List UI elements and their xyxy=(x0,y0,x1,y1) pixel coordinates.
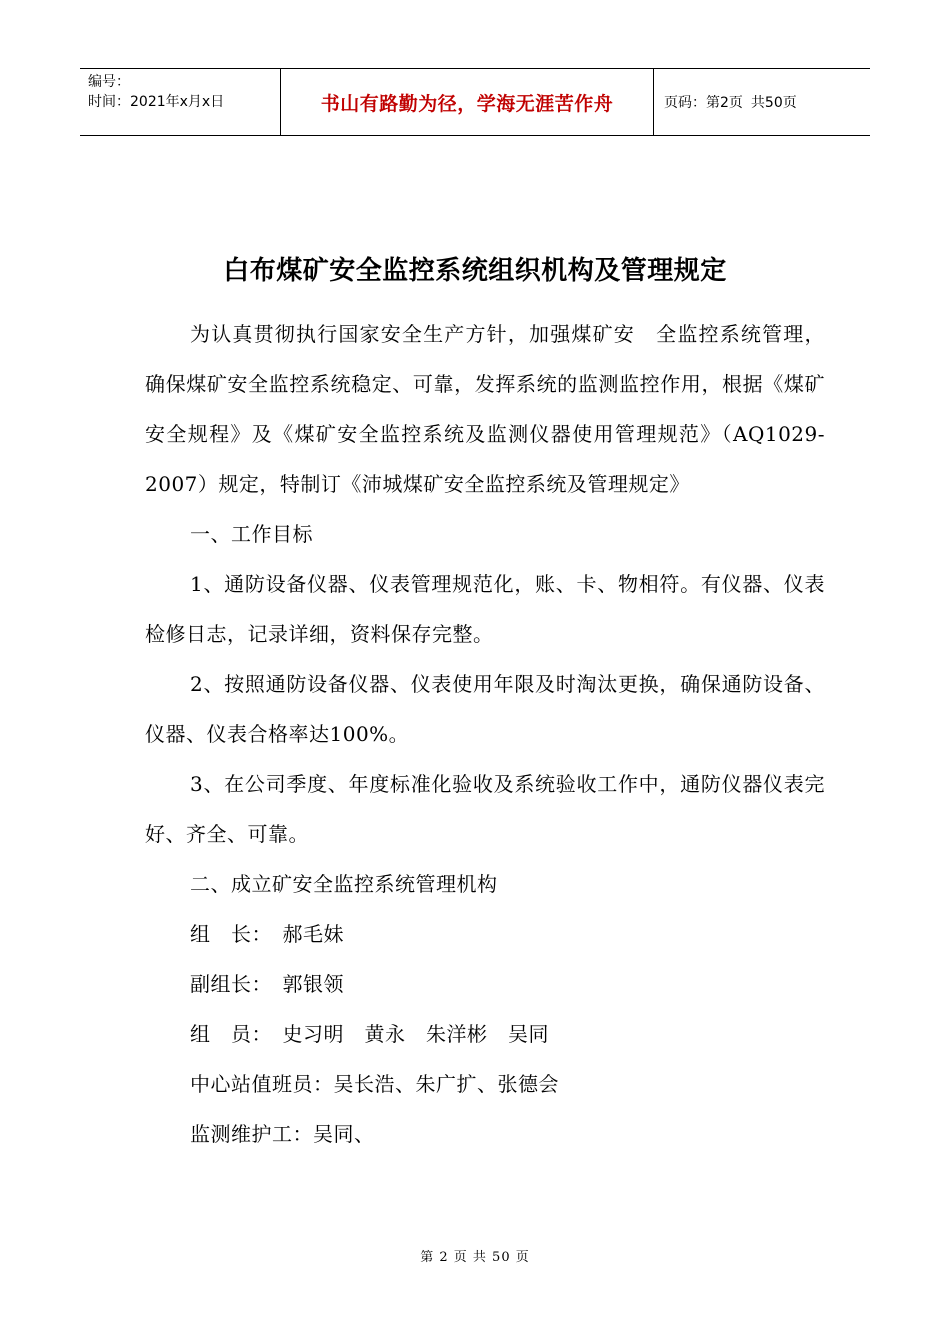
member-leader: 组 长： 郝毛妹 xyxy=(190,922,344,946)
header-meta xyxy=(80,69,281,135)
header-total-label: 共50页 xyxy=(750,95,797,111)
paragraph-intro: 为认真贯彻执行国家安全生产方针，加强煤矿安 全监控系统管理，确保煤矿安全监控系统稳定、可靠，发挥系统的监测监控作用，根据《煤矿安全规程》及《煤矿安全监控系统及监测仪器使用管理规范》（AQ1029-2007）规定，特制订《沛城煤矿安全监控系统及管理规定》 xyxy=(145,322,825,496)
header-page-label: 页码：第2页 xyxy=(664,95,743,111)
member-duty-staff: 中心站值班员：吴长浩、朱广扩、张德会 xyxy=(190,1072,559,1096)
paragraph-goal-1: 1、通防设备仪器、仪表管理规范化，账、卡、物相符。有仪器、仪表检修日志，记录详细，资料保存完整。 xyxy=(145,572,825,646)
document-body xyxy=(145,309,825,1159)
paragraph-goal-3: 3、在公司季度、年度标准化验收及系统验收工作中，通防仪器仪表完好、齐全、可靠。 xyxy=(145,772,825,846)
paragraph-goal-2: 2、按照通防设备仪器、仪表使用年限及时淘汰更换，确保通防设备、仪器、仪表合格率达100%。 xyxy=(145,672,825,746)
member-group-members: 组 员： 史习明 黄永 朱洋彬 吴同 xyxy=(190,1022,549,1046)
document-number-label: 编号： xyxy=(88,74,130,90)
document-header xyxy=(80,68,870,136)
section-heading-organization: 二、成立矿安全监控系统管理机构 xyxy=(190,872,498,896)
page-footer: 第 2 页 共 50 页 xyxy=(420,1250,530,1265)
header-page-info xyxy=(654,69,870,135)
member-deputy-leader: 副组长： 郭银领 xyxy=(190,972,344,996)
section-heading-goals: 一、工作目标 xyxy=(190,522,313,546)
member-maintenance-staff: 监测维护工：吴同、 xyxy=(190,1122,375,1146)
header-motto: 书山有路勤为径，学海无涯苦作舟 xyxy=(281,69,654,135)
document-title: 白布煤矿安全监控系统组织机构及管理规定 xyxy=(223,256,727,286)
document-time-label: 时间：2021年x月x日 xyxy=(88,94,225,110)
